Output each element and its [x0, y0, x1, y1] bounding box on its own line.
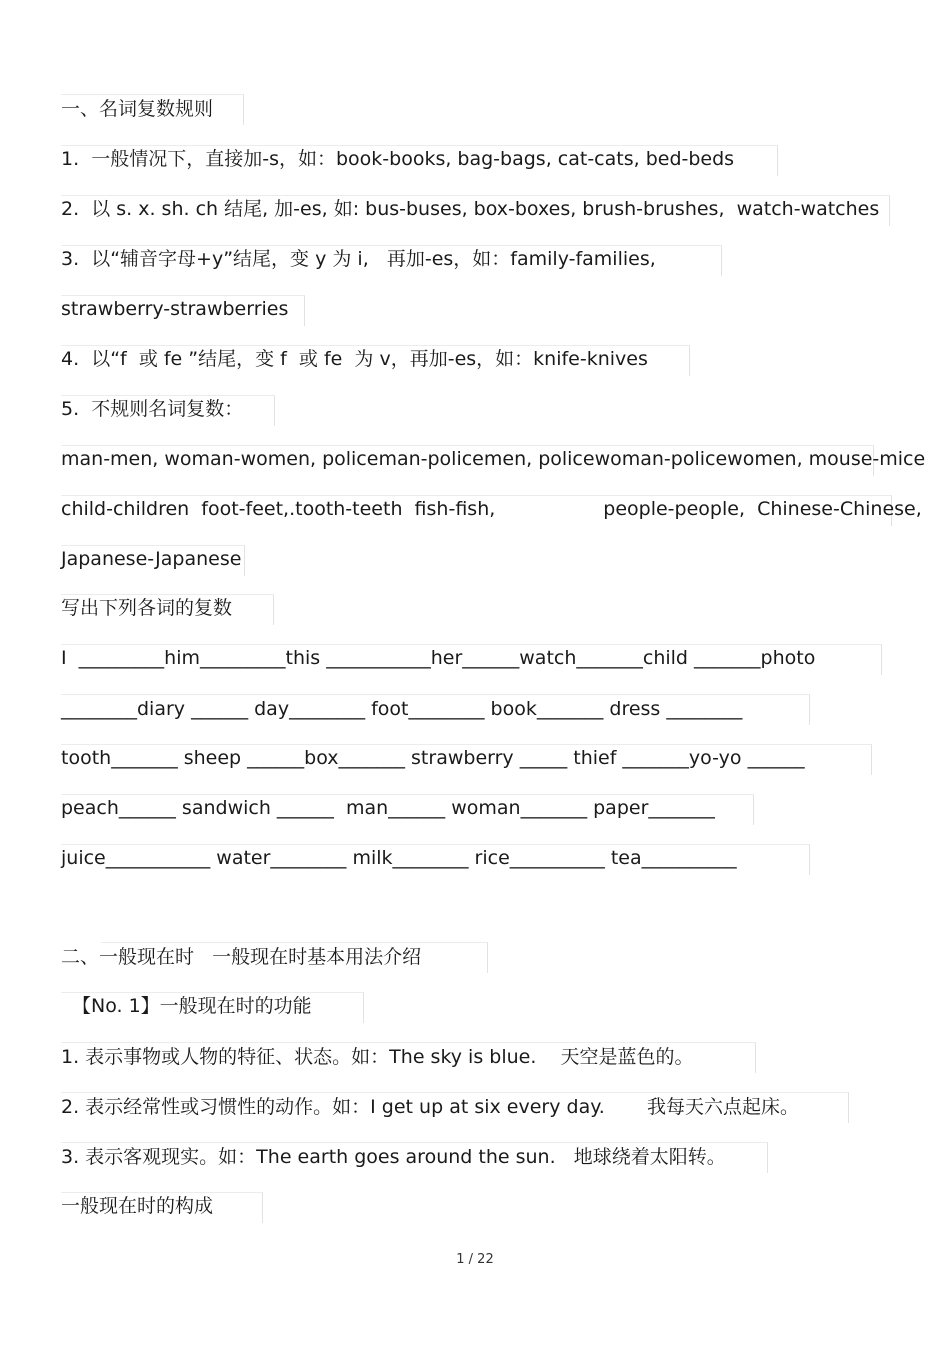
rule-5: 5. 不规则名词复数： [61, 398, 244, 420]
exercise-line-2: ________diary ______ day________ foot________ book_______ dress ________ [61, 698, 743, 720]
usage-item-1: 1. 表示事物或人物的特征、状态。如：The sky is blue. 天空是蓝色的。 [61, 1046, 694, 1068]
exercise-line-5: juice___________ water________ milk________ rice__________ tea__________ [61, 847, 737, 869]
irregular-line-2-left: child-children foot-feet,.tooth-teeth fish-fish, [61, 498, 496, 520]
usage-item-3: 3. 表示客观现实。如：The earth goes around the sun. 地球绕着太阳转。 [61, 1146, 726, 1168]
irregular-line-1: man-men, woman-women, policeman-policemen, policewoman-policewomen, mouse-mice [61, 448, 926, 470]
composition-title: 一般现在时的构成 [61, 1195, 214, 1217]
exercise-line-1: I _________him_________this ___________her______watch_______child _______photo [61, 647, 816, 669]
rule-2: 2. 以 s. x. sh. ch 结尾, 加-es, 如: bus-buses, box-boxes, brush-brushes, watch-watches [61, 198, 880, 220]
section-heading-2: 二、一般现在时 一般现在时基本用法介绍 [61, 946, 422, 968]
irregular-line-2-right: people-people, Chinese-Chinese, [603, 498, 922, 520]
section-heading: 一、名词复数规则 [61, 98, 214, 120]
rule-3: 3. 以“辅音字母+y”结尾，变 y 为 i, 再加-es，如：family-families, [61, 248, 656, 270]
irregular-line-2 [61, 496, 922, 522]
irregular-line-3: Japanese-Japanese [61, 548, 242, 570]
usage-item-2: 2. 表示经常性或习惯性的动作。如：I get up at six every day. 我每天六点起床。 [61, 1096, 800, 1118]
rule-1: 1. 一般情况下，直接加-s，如：book-books, bag-bags, cat-cats, bed-beds [61, 148, 735, 170]
rule-4: 4. 以“f 或 fe ”结尾，变 f 或 fe 为 v，再加-es，如：knife-knives [61, 348, 648, 370]
rule-3-continued: strawberry-strawberries [61, 298, 289, 320]
exercise-line-4: peach______ sandwich ______ man______ woman_______ paper_______ [61, 797, 715, 819]
page-number: 1 / 22 [456, 1252, 494, 1267]
exercise-title: 写出下列各词的复数 [61, 597, 233, 619]
exercise-line-3: tooth_______ sheep ______box_______ strawberry _____ thief _______yo-yo ______ [61, 747, 805, 769]
subheading: 【No. 1】一般现在时的功能 [72, 995, 312, 1017]
